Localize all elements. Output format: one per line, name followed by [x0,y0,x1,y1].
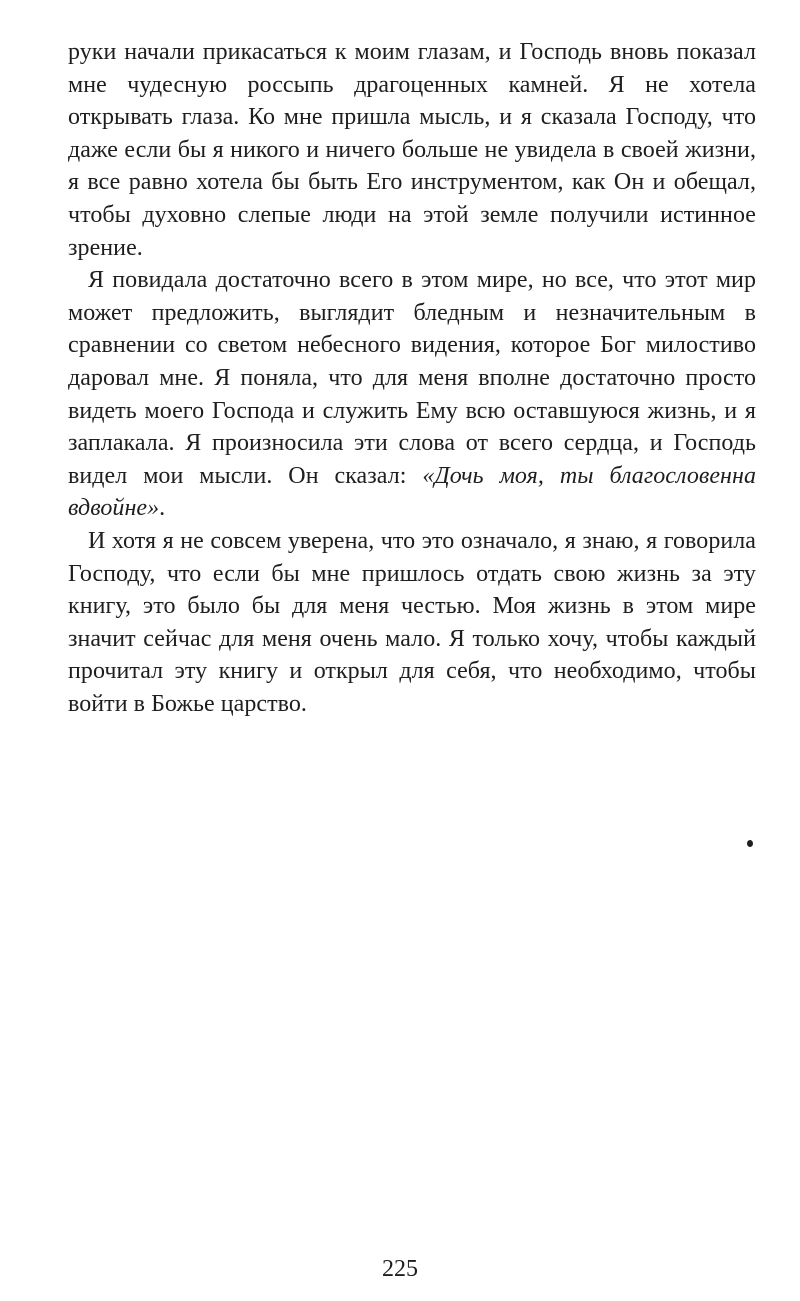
page-number: 225 [382,1256,418,1282]
paragraph-3: И хотя я не совсем уверена, что это означало, я знаю, я говорила Господу, что если бы мне пришлось отдать свою жизнь за эту книгу, это было бы для меня честью. Моя жизнь в этом мире значит сейчас для меня очень мало. Я только хочу, чтобы каждый прочитал эту книгу и открыл для себя, что необходимо, чтобы войти в Божье царство. [68,527,756,717]
paragraph-1: руки начали прикасаться к моим глазам, и Господь вновь показал мне чудесную россыпь драгоценных камней. Я не хотела открывать глаза. Ко мне пришла мысль, и я сказала Господу, что даже если бы я никого и ничего больше не увидела в своей жизни, я все равно хотела бы быть Его инструментом, как Он и обещал, чтобы духовно слепые люди на этой земле получили истинное зрение. [68,39,756,261]
paragraph-2 [68,264,756,525]
paragraph-2-quote: «Дочь моя, ты благословенна вдвойне» [68,462,756,522]
paragraph-2-text: Я повидала достаточно всего в этом мире, но все, что этот мир может предложить, выглядит бледным и незначительным в сравнении со светом небесного видения, которое Бог милостиво даровал мне. Я поняла, что для меня вполне достаточно просто видеть моего Господа и служить Ему всю оставшуюся жизнь, и я заплакала. Я произносила эти слова от всего сердца, и Господь видел мои мысли. Он сказал: [68,267,756,489]
paragraph-2-end: . [159,495,166,522]
print-speck [747,840,753,847]
body-text [68,36,756,720]
